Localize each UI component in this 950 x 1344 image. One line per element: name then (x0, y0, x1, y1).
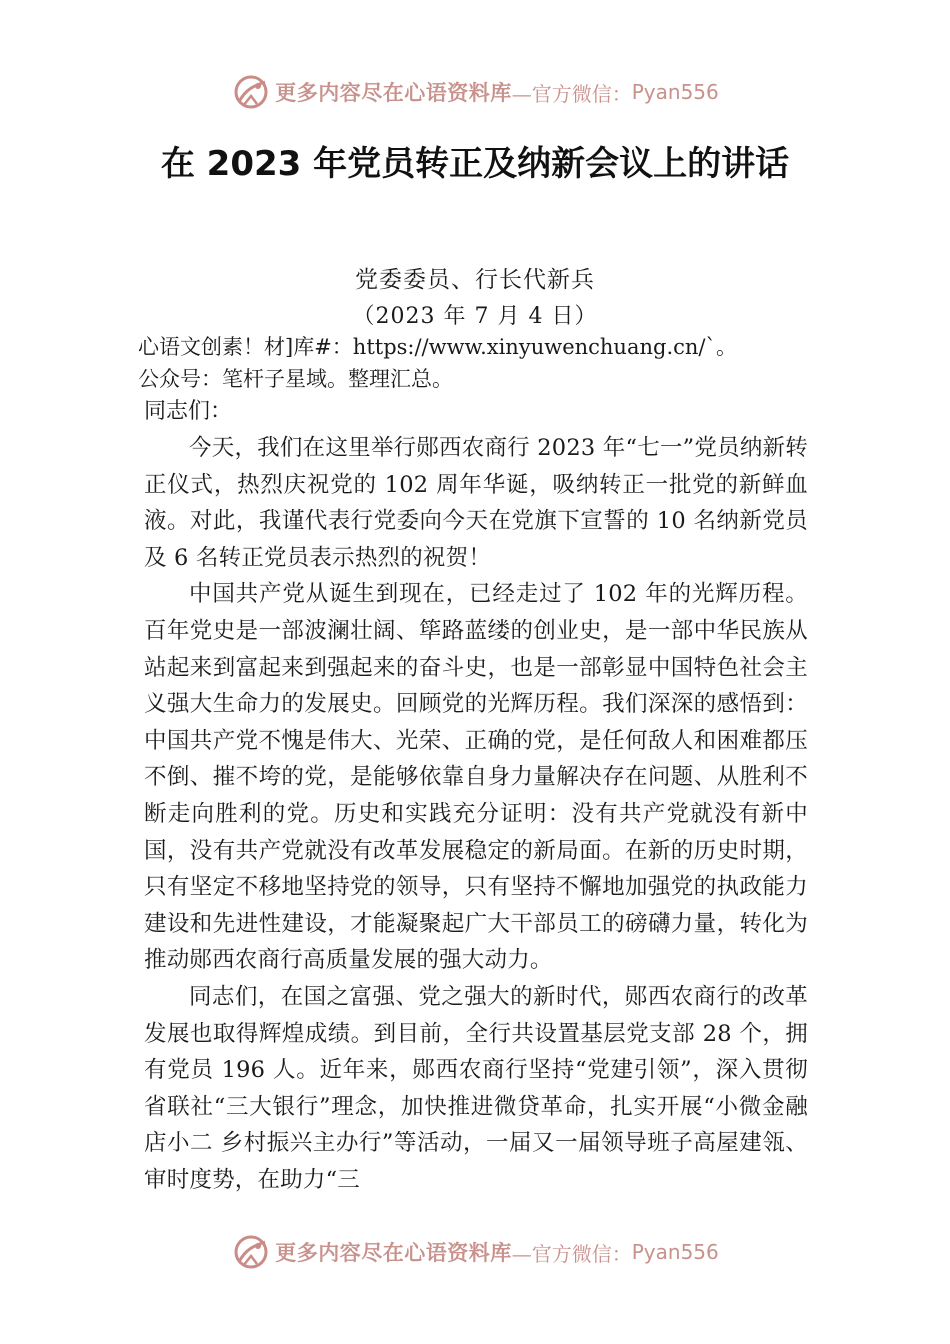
paragraph: 今天，我们在这里举行郧西农商行 2023 年“七一”党员纳新转正仪式，热烈庆祝党的 102 周年华诞，吸纳转正一批党的新鲜血液。对此，我谨代表行党委向今天在党旗下宣誓的 10 名纳新党员及 6 名转正党员表示热烈的祝贺！ (144, 435, 808, 571)
watermark-dash: —官方微信： (511, 1241, 632, 1266)
watermark-id: Pyan556 (631, 80, 719, 104)
watermark-text: 更多内容尽在心语资料库 (275, 80, 512, 105)
header-watermark (0, 72, 950, 112)
greeting: 同志们： (144, 399, 233, 424)
watermark-logo-icon (231, 1232, 271, 1272)
source-note-line1: 心语文创素！材]库#：https://www.xinyuwenchuang.cn/`。 (138, 335, 737, 359)
paragraph: 中国共产党从诞生到现在，已经走过了 102 年的光辉历程。百年党史是一部波澜壮阔、筚路蓝缕的创业史，是一部中华民族从站起来到富起来到强起来的奋斗史，也是一部彰显中国特色社会主义强大生命力的发展史。回顾党的光辉历程。我们深深的感悟到：中国共产党不愧是伟大、光荣、正确的党，是任何敌人和困难都压不倒、摧不垮的党，是能够依靠自身力量解决存在问题、从胜利不断走向胜利的党。历史和实践充分证明：没有共产党就没有新中国，没有共产党就没有改革发展稳定的新局面。在新的历史时期，只有坚定不移地坚持党的领导，只有坚持不懈地加强党的执政能力建设和先进性建设，才能凝聚起广大干部员工的磅礴力量，转化为推动郧西农商行高质量发展的强大动力。 (144, 581, 808, 974)
speech-body (144, 430, 808, 1198)
watermark-dash: —官方微信： (511, 81, 632, 106)
date-line: （2023 年 7 月 4 日） (352, 304, 598, 329)
watermark-id: Pyan556 (631, 1240, 719, 1264)
watermark-logo-icon (231, 72, 271, 112)
watermark-text: 更多内容尽在心语资料库 (275, 1240, 512, 1265)
document-title: 在 2023 年党员转正及纳新会议上的讲话 (160, 144, 790, 184)
author-line: 党委委员、行长代新兵 (355, 267, 595, 293)
paragraph: 同志们，在国之富强、党之强大的新时代，郧西农商行的改革发展也取得辉煌成绩。到目前，全行共设置基层党支部 28 个，拥有党员 196 人。近年来，郧西农商行坚持“党建引领”，深入贯彻省联社“三大银行”理念，加快推进微贷革命，扎实开展“小微金融店小二 乡村振兴主办行”等活动，一届又一届领导班子高屋建瓴、审时度势，在助力“三 (144, 983, 808, 1193)
footer-watermark (0, 1232, 950, 1272)
source-note-line2: 公众号：笔杆子星域。整理汇总。 (138, 367, 453, 391)
